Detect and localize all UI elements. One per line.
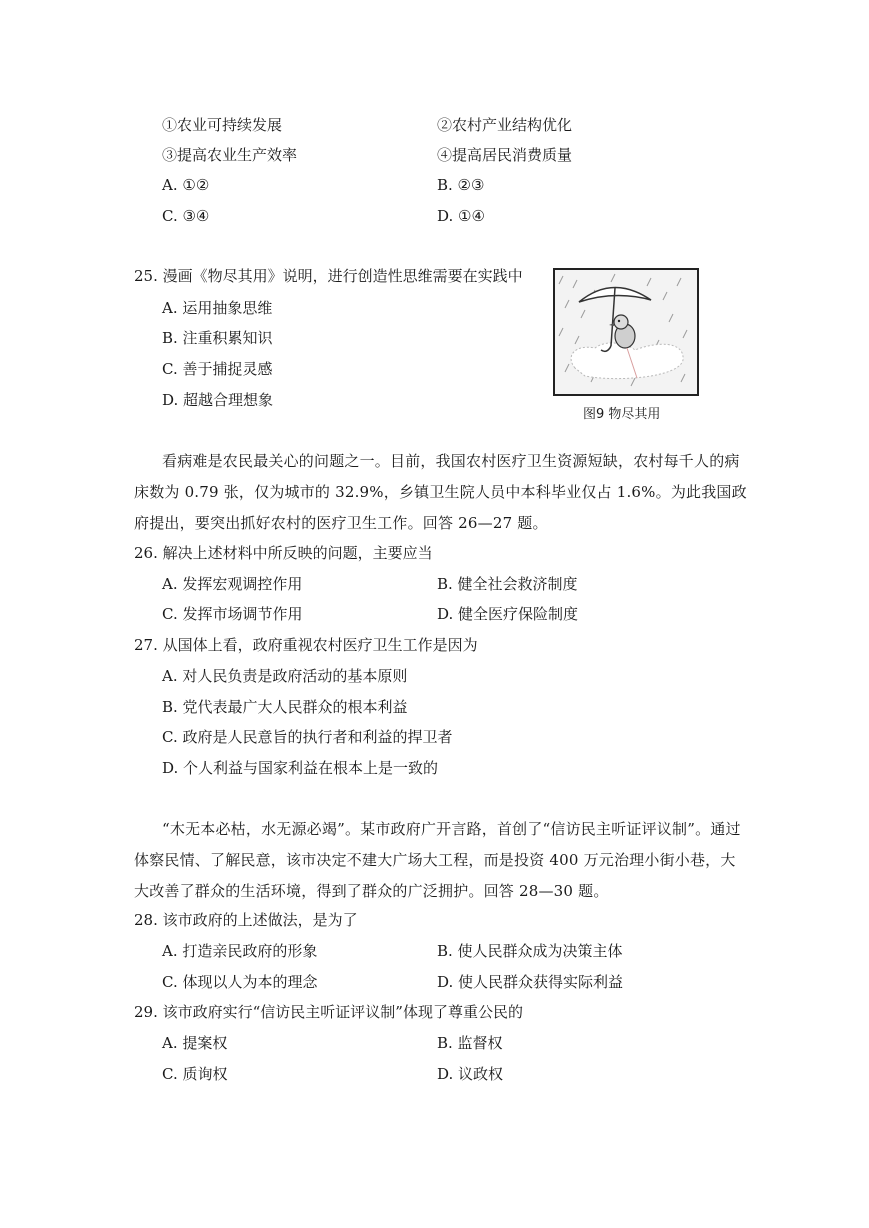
q24-statement-3: ③提高农业生产效率	[162, 146, 298, 164]
q24-option-c: C. ③④	[162, 207, 210, 225]
q29-option-a: A. 提案权	[162, 1034, 228, 1052]
q25-stem: 25. 漫画《物尽其用》说明，进行创造性思维需要在实践中	[134, 267, 523, 285]
q26-option-d: D. 健全医疗保险制度	[437, 605, 579, 623]
q28-stem: 28. 该市政府的上述做法，是为了	[134, 911, 358, 929]
q26-option-a: A. 发挥宏观调控作用	[162, 575, 303, 593]
q28-option-b: B. 使人民群众成为决策主体	[437, 942, 623, 960]
q27-option-d: D. 个人利益与国家利益在根本上是一致的	[162, 759, 439, 777]
umbrella-shaft	[611, 288, 615, 346]
q24-option-b: B. ②③	[437, 176, 485, 194]
material-26-27-text: 看病难是农民最关心的问题之一。目前，我国农村医疗卫生资源短缺，农村每千人的病床数为 0.79 张，仅为城市的 32.9%，乡镇卫生院人员中本科毕业仅占 1.6%。为此我国政府提出，要突出抓好农村的医疗卫生工作。回答 26—27 题。	[134, 452, 747, 532]
q28-option-c: C. 体现以人为本的理念	[162, 973, 318, 991]
q25-option-c: C. 善于捕捉灵感	[162, 360, 273, 378]
material-28-30-text: “木无本必枯，水无源必竭”。某市政府广开言路，首创了“信访民主听证评议制”。通过体察民情、了解民意，该市决定不建大广场大工程，而是投资 400 万元治理小街小巷，大大改善了群众的生活环境，得到了群众的广泛拥护。回答 28—30 题。	[134, 820, 741, 900]
q24-statement-2: ②农村产业结构优化	[437, 116, 573, 134]
q25-option-d: D. 超越合理想象	[162, 391, 274, 409]
q29-option-c: C. 质询权	[162, 1065, 228, 1083]
q26-stem: 26. 解决上述材料中所反映的问题，主要应当	[134, 544, 433, 562]
q24-option-d: D. ①④	[437, 207, 485, 225]
q29-option-b: B. 监督权	[437, 1034, 503, 1052]
q29-option-d: D. 议政权	[437, 1065, 504, 1083]
q24-statement-1: ①农业可持续发展	[162, 116, 283, 134]
bird-beak	[609, 323, 614, 326]
q28-option-d: D. 使人民群众获得实际利益	[437, 973, 624, 991]
q29-stem: 29. 该市政府实行“信访民主听证评议制”体现了尊重公民的	[134, 1003, 523, 1021]
q27-stem: 27. 从国体上看，政府重视农村医疗卫生工作是因为	[134, 636, 478, 654]
bird-head	[614, 315, 628, 329]
q27-option-b: B. 党代表最广大人民群众的根本利益	[162, 698, 408, 716]
q26-option-c: C. 发挥市场调节作用	[162, 605, 303, 623]
material-26-27	[134, 446, 749, 539]
figure-caption: 图9 物尽其用	[583, 407, 661, 422]
q28-option-a: A. 打造亲民政府的形象	[162, 942, 318, 960]
q24-option-a: A. ①②	[162, 176, 210, 194]
q27-option-a: A. 对人民负责是政府活动的基本原则	[162, 667, 408, 685]
cartoon-figure	[553, 268, 699, 396]
cartoon-umbrella-bird-image	[555, 270, 697, 394]
q24-statement-4: ④提高居民消费质量	[437, 146, 573, 164]
q26-option-b: B. 健全社会救济制度	[437, 575, 578, 593]
material-28-30	[134, 814, 749, 907]
q25-option-a: A. 运用抽象思维	[162, 299, 273, 317]
q27-option-c: C. 政府是人民意旨的执行者和利益的捍卫者	[162, 728, 453, 746]
q25-option-b: B. 注重积累知识	[162, 329, 273, 347]
bird-eye	[618, 320, 620, 322]
